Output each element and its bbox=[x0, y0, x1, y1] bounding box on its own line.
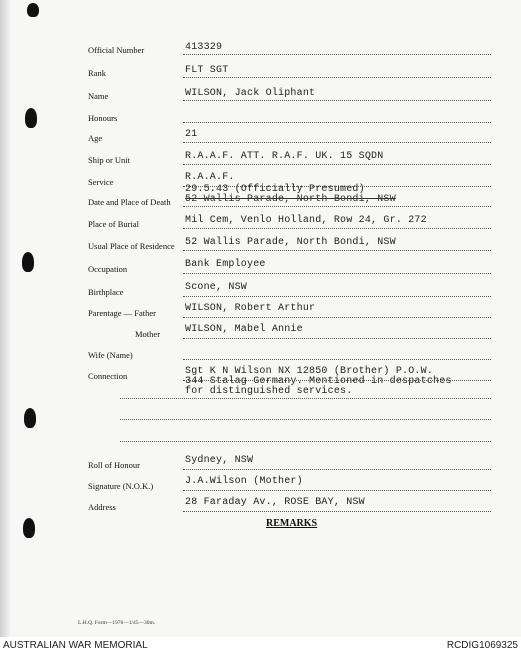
value-name: WILSON, Jack Oliphant bbox=[185, 88, 316, 99]
row-age bbox=[0, 129, 521, 145]
row-residence bbox=[0, 237, 521, 253]
dotted-line bbox=[183, 296, 491, 297]
label-birthplace: Birthplace bbox=[88, 287, 124, 297]
value-mother: WILSON, Mabel Annie bbox=[185, 324, 303, 335]
dotted-line bbox=[183, 359, 491, 360]
dotted-line bbox=[183, 469, 491, 470]
dotted-line bbox=[183, 490, 491, 491]
label-burial: Place of Burial bbox=[88, 219, 139, 229]
value-connection-line: 344 Stalag Germany. Mentioned in despatches bbox=[185, 376, 452, 387]
dotted-line bbox=[183, 338, 491, 339]
row-ship bbox=[0, 151, 521, 167]
row-official-number bbox=[0, 42, 521, 58]
dotted-line bbox=[120, 441, 491, 442]
label-service: Service bbox=[88, 177, 114, 187]
dotted-line bbox=[183, 317, 491, 318]
label-signature: Signature (N.O.K.) bbox=[88, 481, 154, 491]
dotted-line bbox=[183, 100, 491, 101]
row-wife bbox=[0, 347, 521, 363]
value-service: R.A.A.F. bbox=[185, 172, 235, 183]
value-address: 28 Faraday Av., ROSE BAY, NSW bbox=[185, 497, 365, 508]
value-death-struck: 52 Wallis Parade, North Bondi, NSW bbox=[185, 194, 396, 205]
label-connection: Connection bbox=[88, 371, 128, 381]
dotted-line bbox=[183, 142, 491, 143]
dotted-line bbox=[183, 206, 491, 207]
label-official-number: Official Number bbox=[88, 45, 145, 55]
row-death bbox=[0, 184, 521, 206]
value-father: WILSON, Robert Arthur bbox=[185, 303, 316, 314]
label-rank: Rank bbox=[88, 68, 106, 78]
label-age: Age bbox=[88, 133, 103, 143]
label-mother: Mother bbox=[135, 329, 161, 339]
value-connection-line: Sgt K N Wilson NX 12850 (Brother) P.O.W. bbox=[185, 366, 434, 377]
row-rank bbox=[0, 65, 521, 81]
remarks-heading: REMARKS bbox=[266, 518, 318, 529]
row-occupation bbox=[0, 259, 521, 275]
label-occupation: Occupation bbox=[88, 264, 128, 274]
row-signature bbox=[0, 476, 521, 492]
label-name: Name bbox=[88, 91, 109, 101]
row-father bbox=[0, 303, 521, 319]
label-residence: Usual Place of Residence bbox=[88, 241, 175, 251]
dotted-line bbox=[183, 250, 491, 251]
dotted-line bbox=[183, 273, 491, 274]
row-mother bbox=[0, 324, 521, 340]
dotted-line bbox=[183, 54, 491, 55]
dotted-line bbox=[183, 511, 491, 512]
punch-hole bbox=[27, 3, 39, 17]
dotted-line bbox=[120, 398, 491, 399]
value-connection-line: for distinguished services. bbox=[185, 386, 353, 397]
value-roll: Sydney, NSW bbox=[185, 455, 254, 466]
dotted-line bbox=[183, 380, 491, 381]
caption-id: RCDIG1069325 bbox=[446, 640, 518, 651]
dotted-line bbox=[183, 164, 491, 165]
row-honours bbox=[0, 110, 521, 126]
label-death: Date and Place of Death bbox=[88, 197, 171, 207]
label-roll: Roll of Honour bbox=[88, 460, 140, 470]
value-age: 21 bbox=[185, 129, 198, 140]
dotted-line bbox=[183, 228, 491, 229]
value-birthplace: Scone, NSW bbox=[185, 282, 248, 293]
label-address: Address bbox=[88, 502, 116, 512]
dotted-line bbox=[183, 122, 491, 123]
label-wife: Wife (Name) bbox=[88, 350, 133, 360]
value-rank: FLT SGT bbox=[185, 65, 229, 76]
label-honours: Honours bbox=[88, 113, 118, 123]
value-ship: R.A.A.F. ATT. R.A.F. UK. 15 SQDN bbox=[185, 151, 384, 162]
row-connection bbox=[0, 366, 521, 452]
value-occupation: Bank Employee bbox=[185, 259, 266, 270]
row-roll bbox=[0, 455, 521, 471]
row-name bbox=[0, 88, 521, 104]
dotted-line bbox=[183, 77, 491, 78]
row-birthplace bbox=[0, 282, 521, 298]
label-ship: Ship or Unit bbox=[88, 155, 131, 165]
value-official-number: 413329 bbox=[185, 42, 223, 53]
row-burial bbox=[0, 215, 521, 231]
value-death: 29.5.43 (Officially Presumed) bbox=[185, 184, 365, 195]
value-burial: Mil Cem, Venlo Holland, Row 24, Gr. 272 bbox=[185, 215, 427, 226]
dotted-line bbox=[120, 419, 491, 420]
form-code: L.H.Q. Form—1976—1/45—30m. bbox=[78, 620, 156, 626]
label-father: Parentage — Father bbox=[88, 308, 156, 318]
value-residence: 52 Wallis Parade, North Bondi, NSW bbox=[185, 237, 396, 248]
value-signature: J.A.Wilson (Mother) bbox=[185, 476, 303, 487]
row-address bbox=[0, 497, 521, 513]
punch-hole bbox=[23, 518, 35, 538]
caption-source: AUSTRALIAN WAR MEMORIAL bbox=[3, 640, 148, 651]
